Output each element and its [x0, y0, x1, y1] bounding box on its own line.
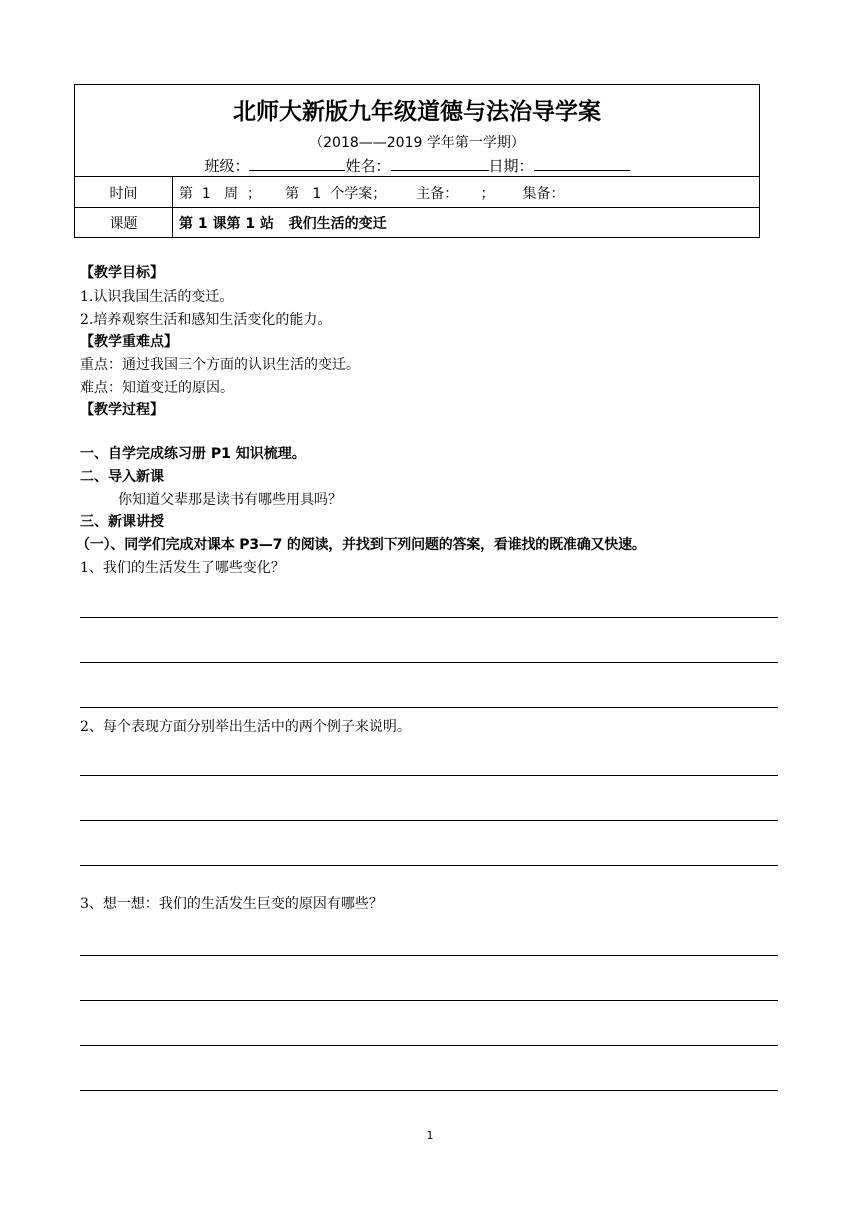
main-prep-field: 主备： ； — [416, 185, 495, 202]
time-label: 时间 — [75, 177, 173, 208]
question-1: 1、我们的生活发生了哪些变化？ — [80, 560, 285, 576]
page-number: 1 — [426, 1129, 434, 1142]
answer-line — [80, 662, 778, 663]
answer-line — [80, 617, 778, 618]
date-blank — [534, 156, 630, 171]
group-prep-field: 集备： — [522, 185, 565, 202]
answer-line — [80, 1045, 778, 1046]
topic-row — [75, 207, 759, 238]
date-label: 日期： — [488, 157, 534, 175]
process-heading: 【教学过程】 — [80, 402, 164, 418]
answer-line — [80, 955, 778, 956]
document-title: 北师大新版九年级道德与法治导学案 — [233, 99, 601, 125]
answer-line — [80, 1000, 778, 1001]
week-field: 第 1 周 ； — [179, 185, 262, 202]
keypoint: 重点：通过我国三个方面的认识生活的变迁。 — [80, 357, 360, 373]
name-blank — [391, 156, 489, 171]
header-table — [74, 84, 760, 238]
answer-line — [80, 1090, 778, 1091]
school-year: （2018——2019 学年第一学期） — [309, 135, 525, 151]
topic-value: 第 1 课第 1 站 我们生活的变迁 — [179, 216, 387, 232]
keypoints-heading: 【教学重难点】 — [80, 334, 178, 350]
question-2: 2、每个表现方面分别举出生活中的两个例子来说明。 — [80, 719, 411, 735]
student-info-line — [75, 155, 759, 176]
name-label: 姓名： — [345, 157, 391, 175]
objective-1: 1.认识我国生活的变迁。 — [80, 289, 234, 305]
step-2-text: 你知道父辈那是读书有哪些用具吗？ — [118, 492, 342, 508]
step-1: 一、自学完成练习册 P1 知识梳理。 — [80, 446, 306, 462]
question-3: 3、想一想：我们的生活发生巨变的原因有哪些？ — [80, 896, 383, 912]
step-2: 二、导入新课 — [80, 469, 164, 485]
class-blank — [249, 156, 345, 171]
answer-line — [80, 865, 778, 866]
answer-line — [80, 820, 778, 821]
task-1: （一）、同学们完成对课本 P3—7 的阅读，并找到下列问题的答案，看谁找的既准确又快速。 — [76, 537, 646, 553]
class-label: 班级： — [204, 157, 250, 175]
difficulty: 难点：知道变迁的原因。 — [80, 380, 234, 396]
answer-line — [80, 707, 778, 708]
answer-line — [80, 775, 778, 776]
case-field: 第 1 个学案； — [285, 185, 387, 202]
topic-label: 课题 — [75, 208, 173, 238]
objectives-heading: 【教学目标】 — [80, 265, 164, 281]
time-row — [75, 176, 759, 208]
objective-2: 2.培养观察生活和感知生活变化的能力。 — [80, 312, 332, 328]
step-3: 三、新课讲授 — [80, 514, 164, 530]
time-value — [179, 177, 565, 208]
